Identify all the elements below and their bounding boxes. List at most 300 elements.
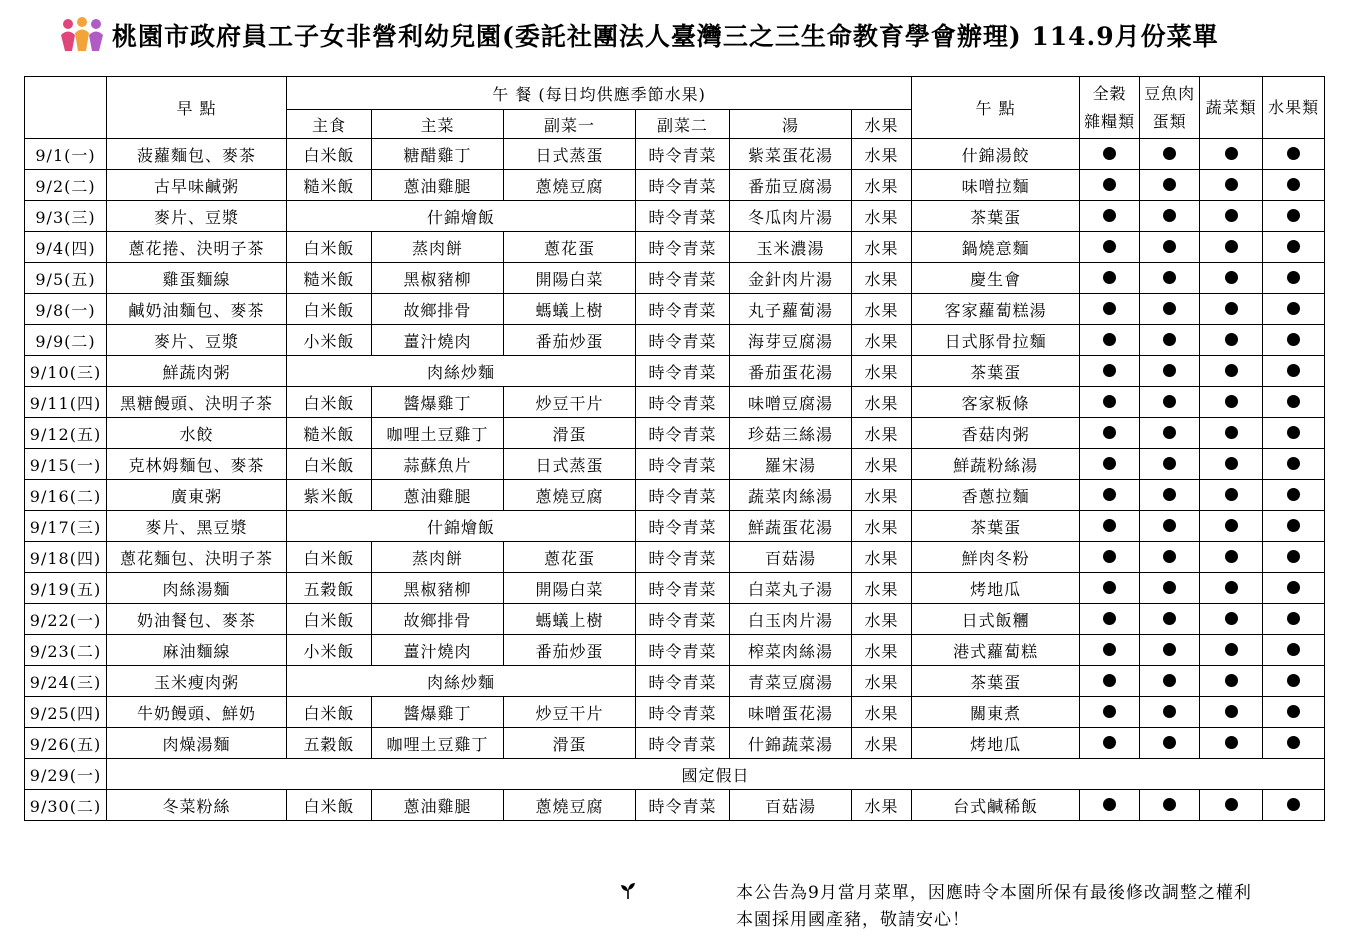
breakfast-cell: 肉燥湯麵 (107, 728, 287, 759)
grain-dot-cell (1080, 697, 1140, 728)
filled-circle-icon (1287, 550, 1300, 563)
date-cell: 9/30(二) (25, 790, 107, 821)
grain-dot-cell (1080, 418, 1140, 449)
staple-cell: 紫米飯 (287, 480, 372, 511)
table-row (25, 325, 1325, 356)
table-row (25, 511, 1325, 542)
table-row (25, 356, 1325, 387)
protein-dot-cell (1140, 418, 1200, 449)
table-row (25, 728, 1325, 759)
vegetable-dot-cell (1200, 356, 1263, 387)
fruit-cell: 水果 (852, 728, 912, 759)
breakfast-cell: 蔥花麵包、決明子茶 (107, 542, 287, 573)
side-dish-2-cell: 時令青菜 (636, 511, 730, 542)
side-dish-1-cell: 日式蒸蛋 (504, 449, 636, 480)
protein-dot-cell (1140, 480, 1200, 511)
staple-header: 主食 (287, 110, 372, 139)
table-row (25, 170, 1325, 201)
grain-dot-cell (1080, 263, 1140, 294)
filled-circle-icon (1103, 364, 1116, 377)
breakfast-cell: 菠蘿麵包、麥茶 (107, 139, 287, 170)
fruit-cell: 水果 (852, 263, 912, 294)
snack-cell: 台式鹹稀飯 (912, 790, 1080, 821)
vegetable-dot-cell (1200, 635, 1263, 666)
filled-circle-icon (1225, 643, 1238, 656)
snack-cell: 茶葉蛋 (912, 666, 1080, 697)
date-cell: 9/11(四) (25, 387, 107, 418)
table-row (25, 294, 1325, 325)
breakfast-cell: 麻油麵線 (107, 635, 287, 666)
fruit-cell: 水果 (852, 666, 912, 697)
fruit-dot-cell (1263, 201, 1325, 232)
filled-circle-icon (1163, 519, 1176, 532)
combined-dish-cell: 肉絲炒麵 (287, 356, 636, 387)
soup-cell: 白菜丸子湯 (730, 573, 852, 604)
main-dish-cell: 故鄉排骨 (372, 294, 504, 325)
side-dish-2-cell: 時令青菜 (636, 697, 730, 728)
menu-table (24, 76, 1325, 821)
fruit-cell: 水果 (852, 325, 912, 356)
vegetable-dot-cell (1200, 139, 1263, 170)
staple-cell: 糙米飯 (287, 263, 372, 294)
staple-cell: 白米飯 (287, 387, 372, 418)
side-dish-1-cell: 日式蒸蛋 (504, 139, 636, 170)
snack-cell: 客家粄條 (912, 387, 1080, 418)
filled-circle-icon (1103, 209, 1116, 222)
snack-cell: 烤地瓜 (912, 728, 1080, 759)
breakfast-cell: 麥片、豆漿 (107, 201, 287, 232)
soup-cell: 紫菜蛋花湯 (730, 139, 852, 170)
main-dish-cell: 黑椒豬柳 (372, 573, 504, 604)
vegetable-dot-cell (1200, 790, 1263, 821)
filled-circle-icon (1103, 643, 1116, 656)
filled-circle-icon (1225, 333, 1238, 346)
side-dish-1-cell: 番茄炒蛋 (504, 635, 636, 666)
table-row (25, 697, 1325, 728)
soup-cell: 番茄蛋花湯 (730, 356, 852, 387)
filled-circle-icon (1225, 364, 1238, 377)
side-dish-1-cell: 炒豆干片 (504, 387, 636, 418)
fruit-cell: 水果 (852, 449, 912, 480)
table-row (25, 573, 1325, 604)
fruit-cell: 水果 (852, 139, 912, 170)
snack-cell: 茶葉蛋 (912, 201, 1080, 232)
vegetable-dot-cell (1200, 201, 1263, 232)
filled-circle-icon (1225, 178, 1238, 191)
breakfast-cell: 牛奶饅頭、鮮奶 (107, 697, 287, 728)
combined-dish-cell: 什錦燴飯 (287, 511, 636, 542)
protein-dot-cell (1140, 170, 1200, 201)
fruit-dot-cell (1263, 573, 1325, 604)
breakfast-cell: 麥片、豆漿 (107, 325, 287, 356)
main-dish-cell: 蒜蘇魚片 (372, 449, 504, 480)
filled-circle-icon (1163, 457, 1176, 470)
footer-line-1: 本公告為9月當月菜單，因應時令本園所保有最後修改調整之權利 (736, 883, 1252, 903)
protein-dot-cell (1140, 511, 1200, 542)
vegetable-dot-cell (1200, 604, 1263, 635)
filled-circle-icon (1103, 147, 1116, 160)
side-dish-2-cell: 時令青菜 (636, 666, 730, 697)
protein-dot-cell (1140, 387, 1200, 418)
filled-circle-icon (1287, 147, 1300, 160)
soup-cell: 玉米濃湯 (730, 232, 852, 263)
fruit-cell: 水果 (852, 232, 912, 263)
filled-circle-icon (1163, 178, 1176, 191)
snack-cell: 關東煮 (912, 697, 1080, 728)
protein-dot-cell (1140, 356, 1200, 387)
vegetable-dot-cell (1200, 480, 1263, 511)
breakfast-cell: 黑糖饅頭、決明子茶 (107, 387, 287, 418)
main-dish-cell: 蔥油雞腿 (372, 170, 504, 201)
side-dish-2-cell: 時令青菜 (636, 356, 730, 387)
protein-dot-cell (1140, 635, 1200, 666)
protein-dot-cell (1140, 790, 1200, 821)
staple-cell: 白米飯 (287, 232, 372, 263)
filled-circle-icon (1163, 426, 1176, 439)
sprout-icon (620, 882, 636, 900)
fruit-cell: 水果 (852, 480, 912, 511)
filled-circle-icon (1163, 674, 1176, 687)
main-dish-cell: 醬爆雞丁 (372, 697, 504, 728)
vegetable-dot-cell (1200, 325, 1263, 356)
filled-circle-icon (1103, 271, 1116, 284)
side-dish-2-cell: 時令青菜 (636, 201, 730, 232)
filled-circle-icon (1103, 798, 1116, 811)
grain-dot-cell (1080, 356, 1140, 387)
filled-circle-icon (1103, 705, 1116, 718)
side-dish-1-cell: 滑蛋 (504, 418, 636, 449)
soup-cell: 鮮蔬蛋花湯 (730, 511, 852, 542)
filled-circle-icon (1163, 488, 1176, 501)
protein-dot-cell (1140, 263, 1200, 294)
side-dish-1-cell: 滑蛋 (504, 728, 636, 759)
filled-circle-icon (1103, 488, 1116, 501)
filled-circle-icon (1225, 488, 1238, 501)
protein-dot-cell (1140, 449, 1200, 480)
filled-circle-icon (1163, 364, 1176, 377)
fruit-dot-cell (1263, 325, 1325, 356)
filled-circle-icon (1163, 147, 1176, 160)
date-cell: 9/3(三) (25, 201, 107, 232)
grain-dot-cell (1080, 449, 1140, 480)
soup-cell: 珍菇三絲湯 (730, 418, 852, 449)
main-dish-cell: 醬爆雞丁 (372, 387, 504, 418)
snack-cell: 香蔥拉麵 (912, 480, 1080, 511)
soup-cell: 冬瓜肉片湯 (730, 201, 852, 232)
breakfast-cell: 玉米瘦肉粥 (107, 666, 287, 697)
filled-circle-icon (1163, 550, 1176, 563)
grain-dot-cell (1080, 604, 1140, 635)
filled-circle-icon (1225, 395, 1238, 408)
staple-cell: 白米飯 (287, 449, 372, 480)
vegetable-dot-cell (1200, 697, 1263, 728)
soup-cell: 百菇湯 (730, 542, 852, 573)
staple-cell: 糙米飯 (287, 418, 372, 449)
table-row (25, 790, 1325, 821)
snack-cell: 什錦湯餃 (912, 139, 1080, 170)
grain-header: 全穀 雜糧類 (1080, 77, 1140, 139)
vegetable-dot-cell (1200, 418, 1263, 449)
menu-body (25, 139, 1325, 821)
snack-header: 午 點 (912, 77, 1080, 139)
snack-cell: 茶葉蛋 (912, 511, 1080, 542)
filled-circle-icon (1225, 271, 1238, 284)
date-cell: 9/10(三) (25, 356, 107, 387)
fruit-cell: 水果 (852, 604, 912, 635)
date-cell: 9/9(二) (25, 325, 107, 356)
table-row (25, 635, 1325, 666)
vegetable-dot-cell (1200, 573, 1263, 604)
grain-dot-cell (1080, 573, 1140, 604)
filled-circle-icon (1103, 581, 1116, 594)
breakfast-cell: 鮮蔬肉粥 (107, 356, 287, 387)
soup-cell: 海芽豆腐湯 (730, 325, 852, 356)
side-dish-2-header: 副菜二 (636, 110, 730, 139)
main-dish-cell: 蔥油雞腿 (372, 790, 504, 821)
side-dish-2-cell: 時令青菜 (636, 325, 730, 356)
breakfast-cell: 肉絲湯麵 (107, 573, 287, 604)
filled-circle-icon (1287, 798, 1300, 811)
breakfast-cell: 鹹奶油麵包、麥茶 (107, 294, 287, 325)
date-cell: 9/15(一) (25, 449, 107, 480)
table-row (25, 759, 1325, 790)
filled-circle-icon (1287, 488, 1300, 501)
soup-cell: 金針肉片湯 (730, 263, 852, 294)
grain-dot-cell (1080, 325, 1140, 356)
fruit-cell: 水果 (852, 790, 912, 821)
filled-circle-icon (1287, 612, 1300, 625)
protein-dot-cell (1140, 232, 1200, 263)
staple-cell: 白米飯 (287, 542, 372, 573)
breakfast-cell: 奶油餐包、麥茶 (107, 604, 287, 635)
grain-dot-cell (1080, 294, 1140, 325)
filled-circle-icon (1225, 457, 1238, 470)
filled-circle-icon (1287, 333, 1300, 346)
filled-circle-icon (1287, 302, 1300, 315)
children-logo-icon (58, 15, 106, 55)
filled-circle-icon (1163, 612, 1176, 625)
filled-circle-icon (1225, 147, 1238, 160)
filled-circle-icon (1225, 519, 1238, 532)
side-dish-2-cell: 時令青菜 (636, 573, 730, 604)
protein-dot-cell (1140, 542, 1200, 573)
main-dish-cell: 蒸肉餅 (372, 232, 504, 263)
side-dish-2-cell: 時令青菜 (636, 387, 730, 418)
fruit-dot-cell (1263, 418, 1325, 449)
filled-circle-icon (1103, 395, 1116, 408)
filled-circle-icon (1287, 240, 1300, 253)
main-dish-cell: 蔥油雞腿 (372, 480, 504, 511)
filled-circle-icon (1163, 302, 1176, 315)
filled-circle-icon (1225, 736, 1238, 749)
grain-dot-cell (1080, 790, 1140, 821)
page-title: 桃園市政府員工子女非營利幼兒園(委託社團法人臺灣三之三生命教育學會辦理) 114.9月份菜單 (112, 22, 1219, 51)
date-cell: 9/25(四) (25, 697, 107, 728)
date-cell: 9/1(一) (25, 139, 107, 170)
table-row (25, 480, 1325, 511)
vegetable-dot-cell (1200, 449, 1263, 480)
filled-circle-icon (1287, 395, 1300, 408)
fruit-cell: 水果 (852, 387, 912, 418)
grain-dot-cell (1080, 635, 1140, 666)
grain-dot-cell (1080, 387, 1140, 418)
table-row (25, 418, 1325, 449)
date-cell: 9/29(一) (25, 759, 107, 790)
filled-circle-icon (1103, 333, 1116, 346)
snack-cell: 烤地瓜 (912, 573, 1080, 604)
staple-cell: 五穀飯 (287, 573, 372, 604)
date-cell: 9/23(二) (25, 635, 107, 666)
protein-dot-cell (1140, 201, 1200, 232)
fruit-dot-cell (1263, 232, 1325, 263)
main-dish-cell: 咖哩土豆雞丁 (372, 728, 504, 759)
fruit-cell: 水果 (852, 542, 912, 573)
fruit-dot-cell (1263, 294, 1325, 325)
breakfast-cell: 水餃 (107, 418, 287, 449)
side-dish-1-cell: 炒豆干片 (504, 697, 636, 728)
snack-cell: 鮮肉冬粉 (912, 542, 1080, 573)
filled-circle-icon (1163, 705, 1176, 718)
side-dish-2-cell: 時令青菜 (636, 790, 730, 821)
fruit-cell: 水果 (852, 170, 912, 201)
date-cell: 9/2(二) (25, 170, 107, 201)
date-cell: 9/17(三) (25, 511, 107, 542)
side-dish-2-cell: 時令青菜 (636, 449, 730, 480)
staple-cell: 小米飯 (287, 635, 372, 666)
fruit-dot-cell (1263, 666, 1325, 697)
fruit-dot-cell (1263, 697, 1325, 728)
staple-cell: 五穀飯 (287, 728, 372, 759)
filled-circle-icon (1103, 550, 1116, 563)
soup-cell: 百菇湯 (730, 790, 852, 821)
side-dish-1-cell: 蔥花蛋 (504, 542, 636, 573)
side-dish-1-cell: 開陽白菜 (504, 263, 636, 294)
soup-cell: 榨菜肉絲湯 (730, 635, 852, 666)
staple-cell: 白米飯 (287, 604, 372, 635)
side-dish-2-cell: 時令青菜 (636, 294, 730, 325)
fruit-cell: 水果 (852, 635, 912, 666)
filled-circle-icon (1163, 240, 1176, 253)
filled-circle-icon (1163, 209, 1176, 222)
table-row (25, 666, 1325, 697)
fruit-cell: 水果 (852, 511, 912, 542)
fruit-cell: 水果 (852, 418, 912, 449)
filled-circle-icon (1225, 240, 1238, 253)
soup-cell: 味噌蛋花湯 (730, 697, 852, 728)
filled-circle-icon (1103, 612, 1116, 625)
fruit-cell: 水果 (852, 697, 912, 728)
snack-cell: 茶葉蛋 (912, 356, 1080, 387)
date-cell: 9/24(三) (25, 666, 107, 697)
table-row (25, 201, 1325, 232)
breakfast-cell: 雞蛋麵線 (107, 263, 287, 294)
side-dish-1-cell: 開陽白菜 (504, 573, 636, 604)
main-dish-cell: 咖哩土豆雞丁 (372, 418, 504, 449)
filled-circle-icon (1103, 519, 1116, 532)
vegetable-dot-cell (1200, 728, 1263, 759)
vegetable-dot-cell (1200, 387, 1263, 418)
side-dish-2-cell: 時令青菜 (636, 170, 730, 201)
protein-dot-cell (1140, 728, 1200, 759)
filled-circle-icon (1163, 643, 1176, 656)
soup-cell: 青菜豆腐湯 (730, 666, 852, 697)
snack-cell: 味噌拉麵 (912, 170, 1080, 201)
fruit-dot-cell (1263, 139, 1325, 170)
fruit-header: 水果 (852, 110, 912, 139)
filled-circle-icon (1287, 457, 1300, 470)
breakfast-cell: 麥片、黑豆漿 (107, 511, 287, 542)
snack-cell: 日式豚骨拉麵 (912, 325, 1080, 356)
table-row (25, 542, 1325, 573)
filled-circle-icon (1225, 302, 1238, 315)
table-row (25, 449, 1325, 480)
side-dish-2-cell: 時令青菜 (636, 263, 730, 294)
holiday-cell: 國定假日 (107, 759, 1325, 790)
main-dish-cell: 糖醋雞丁 (372, 139, 504, 170)
date-cell: 9/12(五) (25, 418, 107, 449)
fruit-cell: 水果 (852, 294, 912, 325)
filled-circle-icon (1225, 550, 1238, 563)
date-cell: 9/26(五) (25, 728, 107, 759)
fruit-dot-cell (1263, 356, 1325, 387)
filled-circle-icon (1163, 798, 1176, 811)
filled-circle-icon (1163, 333, 1176, 346)
main-dish-header: 主菜 (372, 110, 504, 139)
fruit-dot-cell (1263, 542, 1325, 573)
vegetable-dot-cell (1200, 294, 1263, 325)
staple-cell: 白米飯 (287, 790, 372, 821)
side-dish-1-cell: 螞蟻上樹 (504, 294, 636, 325)
filled-circle-icon (1287, 364, 1300, 377)
date-cell: 9/19(五) (25, 573, 107, 604)
table-row (25, 263, 1325, 294)
fruit-dot-cell (1263, 511, 1325, 542)
protein-dot-cell (1140, 573, 1200, 604)
side-dish-2-cell: 時令青菜 (636, 480, 730, 511)
footer-line-2: 本園採用國產豬，敬請安心！ (736, 910, 970, 930)
vegetable-dot-cell (1200, 232, 1263, 263)
side-dish-2-cell: 時令青菜 (636, 418, 730, 449)
vegetable-dot-cell (1200, 511, 1263, 542)
soup-cell: 羅宋湯 (730, 449, 852, 480)
table-row (25, 604, 1325, 635)
side-dish-2-cell: 時令青菜 (636, 635, 730, 666)
side-dish-1-cell: 番茄炒蛋 (504, 325, 636, 356)
breakfast-cell: 古早味鹹粥 (107, 170, 287, 201)
filled-circle-icon (1287, 736, 1300, 749)
filled-circle-icon (1103, 426, 1116, 439)
protein-dot-cell (1140, 294, 1200, 325)
fruit-dot-cell (1263, 728, 1325, 759)
main-dish-cell: 故鄉排骨 (372, 604, 504, 635)
staple-cell: 白米飯 (287, 294, 372, 325)
fruit-dot-cell (1263, 170, 1325, 201)
snack-cell: 香菇肉粥 (912, 418, 1080, 449)
vegetable-dot-cell (1200, 170, 1263, 201)
grain-dot-cell (1080, 511, 1140, 542)
filled-circle-icon (1287, 519, 1300, 532)
filled-circle-icon (1225, 426, 1238, 439)
vegetable-header: 蔬菜類 (1200, 77, 1263, 139)
date-cell: 9/4(四) (25, 232, 107, 263)
soup-header: 湯 (730, 110, 852, 139)
protein-dot-cell (1140, 666, 1200, 697)
side-dish-1-cell: 蔥燒豆腐 (504, 480, 636, 511)
vegetable-dot-cell (1200, 666, 1263, 697)
protein-dot-cell (1140, 697, 1200, 728)
filled-circle-icon (1225, 581, 1238, 594)
header (58, 10, 1219, 60)
